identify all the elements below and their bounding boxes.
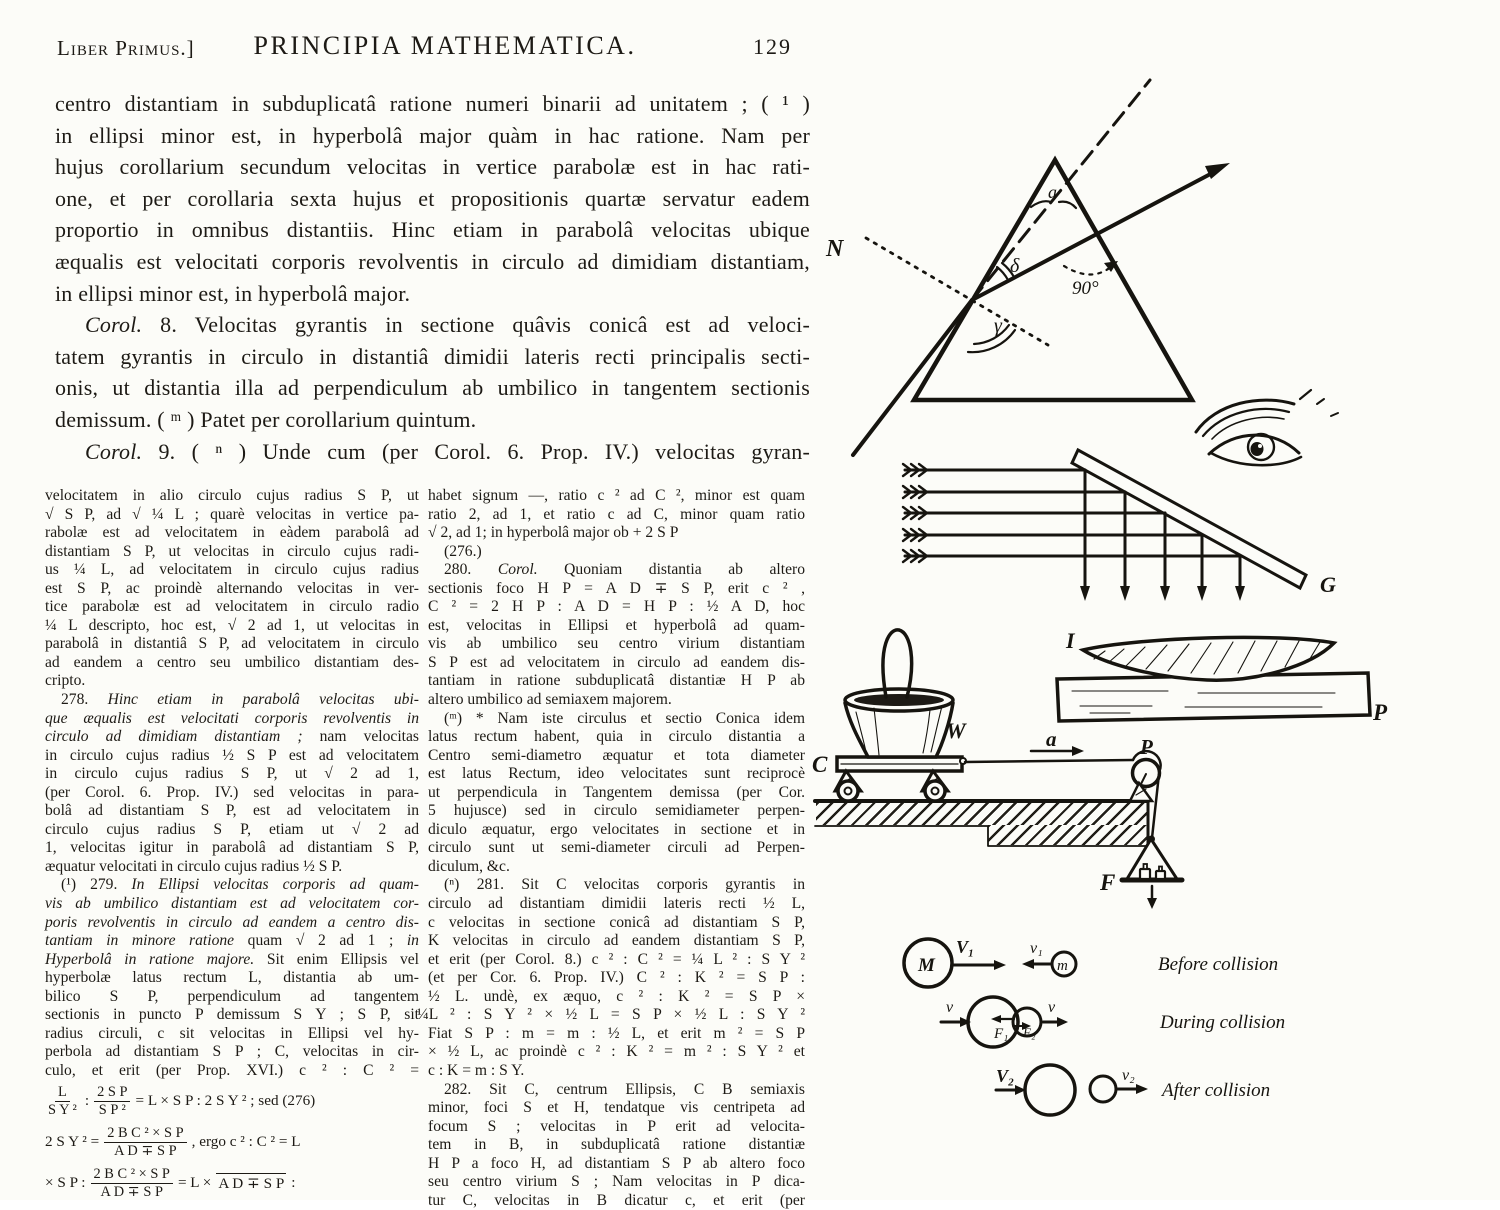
rope <box>965 760 1133 762</box>
footnote-line: us ¼ L, ad velocitatem in circulo cujus radius <box>45 561 419 579</box>
footnote-line: ut perpendicula in Tangentem demissa (per Cor. <box>428 783 805 801</box>
footnote-line: latus rectum habent, quia in circulo distantia a <box>428 728 805 746</box>
footnote-line: bilico S P, perpendiculum ad tangentem <box>45 987 419 1005</box>
right-arrowhead <box>1072 746 1084 756</box>
pupil-glint <box>1258 444 1262 448</box>
text-line: proportio in omnibus distantiis. Hinc etiam in parabolâ velocitas ubique <box>55 217 810 243</box>
force-label-F1: F₁ <box>994 1026 1009 1042</box>
slab-label-G: G <box>1320 572 1336 597</box>
text-line: Corol. 9. ( ⁿ ) Unde cum (per Corol. 6. Prop. IV.) velocitas gyran- <box>85 438 810 464</box>
plate-label-P: P <box>1373 700 1388 725</box>
footnote-line: perbola ad distantiam S P ; C, velocitas in cir- <box>45 1043 419 1061</box>
footnote-line: seu centro virium S ; Nam velocitas in P dica- <box>428 1173 805 1191</box>
big-ball-during <box>968 997 1018 1047</box>
footnote-line: (¹) 279. In Ellipsi velocitas corporis ad quam- <box>61 876 419 894</box>
formula-line-1: $\frac{L}{\text{S Y ²}}$ : $\frac{\text{2 S P}}{\text{S P ²}}$ = L × S P : 2 S Y ² ; sed (276) <box>45 1081 419 1122</box>
footnote-line: habet signum —, ratio c ² ad C ², minor est quam <box>428 487 805 504</box>
footnote-line: 278. Hinc etiam in parabolâ velocitas ubi- <box>61 691 419 709</box>
formula-line-2: 2 S Y ² = $\frac{\text{2 B C ² × S P}}{\text{A D ∓ S P}}$ , ergo c ² : C ² = L <box>45 1124 301 1159</box>
fraction: $\frac{\text{2 B C ² × S P}}{\text{A D ∓ S P}}$ <box>104 1125 186 1160</box>
eyelash-mark <box>1300 390 1311 399</box>
footnote-line: est, velocitas in Ellipsi et hyperbolâ ad quam- <box>428 616 805 634</box>
footnote-line: (ᵐ) * Nam iste circulus et sectio Conica idem <box>444 709 805 727</box>
ball-label-m: m <box>1057 958 1068 974</box>
force-label-F2: F₂ <box>1023 1025 1036 1040</box>
velocity-label-V1: V₁ <box>956 937 975 957</box>
page-number: 129 <box>753 34 792 59</box>
newton-rings-figure <box>1057 628 1388 725</box>
footnote-line: tice parabolæ est ad velocitatem in circulo radio <box>45 598 419 616</box>
footnote-line: radius circuli, c sit velocitas in Ellipsi vel hy- <box>45 1024 419 1042</box>
footnote-line: tem in B, in subduplicatâ ratione distantiæ <box>428 1136 805 1154</box>
footnote-line: tantiam in minore ratione quam √ 2 ad 1 ; in <box>45 932 419 950</box>
text-line: æqualis est velocitati corporis revolventis in circulo ad dimidiam distantiam, <box>55 248 810 274</box>
page-title: PRINCIPIA MATHEMATICA. <box>253 31 637 60</box>
caption-after: After collision <box>1162 1080 1271 1101</box>
small-weight <box>1156 871 1165 879</box>
reflection-figure <box>903 450 1336 601</box>
footnote-line: Centro semi-diametro æquatur et tota diameter <box>428 746 805 764</box>
eyelash-mark <box>1331 413 1338 416</box>
footnote-line: sectionis in puncto P demissum S Y ; S P, sit <box>45 1006 419 1024</box>
footnote-line: diculo æquatur, ergo velocitates in sectione et in <box>428 820 805 838</box>
right-arrowhead <box>1057 1017 1068 1027</box>
footnote-line: in circulo cujus radius ½ S P est ad velocitatem <box>45 746 419 764</box>
footnote-line: ad eandem a centro seu umbilico distantiam des- <box>45 653 419 671</box>
gamma-angle-arc <box>968 330 1015 352</box>
figures-panel <box>810 40 1500 1200</box>
fraction: $\frac{\text{2 S P}}{\text{S P ²}}$ <box>94 1084 130 1119</box>
hanger-label-F: F <box>1100 870 1116 895</box>
text-line: demissum. ( ᵐ ) Patet per corollarium quintum. <box>55 406 477 432</box>
footnote-line: sectionis foco H P = A D ∓ S P, erit c ² , <box>428 579 805 597</box>
text-line: in ellipsi minor est, in hyperbolâ major quàm in hac ratione. Nam per <box>55 122 810 148</box>
fraction: $\frac{\text{2 B C ² × S P}}{\text{A D ∓ S P}}$ <box>91 1166 173 1201</box>
footnote-line: et erit (per Corol. 8.) c ² : C ² = ¼ L ² : S Y ² <box>428 950 805 968</box>
prism-label-90: 90° <box>1072 278 1099 299</box>
small-ball-after <box>1090 1076 1116 1102</box>
down-arrowhead <box>1160 586 1170 601</box>
footnote-line: cripto. <box>45 672 86 690</box>
footnote-line: C ² = 2 H P : A D = H P : ½ A D, hoc <box>428 598 805 616</box>
footnote-line: tur C, velocitas in B dicatur c, et erit (per <box>428 1191 805 1209</box>
cart-pulley-figure <box>812 630 1182 909</box>
footnote-line: culo, et erit (per Prop. XVI.) c ² : C ² = <box>45 1061 419 1079</box>
footnote-line: (per Corol. 6. Prop. IV.) sed velocitas in para- <box>45 783 419 801</box>
footnote-line: focum S ; velocitas in P erit ad velocita- <box>428 1117 805 1135</box>
prism-label-apex: a <box>1048 182 1057 202</box>
text-line: hujus corollarium secundum velocitas in vertice parabolæ est in hac rati- <box>55 154 810 180</box>
prism-label-N: N <box>826 236 844 262</box>
down-arrowhead <box>1120 586 1130 601</box>
footnote-line: √ 2, ad 1; in hyperbolâ major ob + 2 S P <box>428 524 679 542</box>
footnote-line: × ½ L, ac proindè c ² : K ² = m ² : S Y ² et <box>428 1043 805 1061</box>
bucket-handle <box>883 630 912 697</box>
velocity-label-V2: V₂ <box>996 1066 1015 1086</box>
footnote-line: (ⁿ) 281. Sit C velocitas corporis gyrantis in <box>444 876 805 894</box>
down-arrowhead <box>1235 586 1245 601</box>
footnote-line: minor, foci S et H, tendatque vis centripeta ad <box>428 1099 805 1117</box>
footnote-line: ratio 2, ad 1, et ratio c ad C, minor quam ratio <box>428 505 805 523</box>
cart-wheel <box>838 781 858 801</box>
text-line: onis, ut distantia illa ad perpendiculum ab umbilico in tangentem sectionis <box>55 375 810 401</box>
lens-label-I: I <box>1066 628 1075 653</box>
footnote-line: S P est ad velocitatem in circulo ad eandem dis- <box>428 653 805 671</box>
footnote-line: Fiat S P : m = m : ½ L, et erit m ² = S P <box>428 1024 805 1042</box>
footnote-line: est latus Rectum, ideo velocitates sunt reciprocè <box>428 765 805 783</box>
footnote-line: ¼L ² : S Y ² × ½ L = S P × ½ L : S Y ² <box>417 1006 805 1024</box>
footnote-line: diculum, &c. <box>428 857 510 875</box>
main-text-block <box>55 88 810 467</box>
footnote-line: 5 hujusce) sed in circulo semidiameter perpen- <box>428 802 805 820</box>
text-line: in ellipsi minor est, in hyperbolâ major. <box>55 280 411 306</box>
velocity-label-in: v <box>946 999 954 1016</box>
collision-figure <box>904 937 1285 1115</box>
text-line: one, et per corollaria sexta hujus et propositionis quartæ servatur eadem <box>55 185 810 211</box>
footnote-line: hyperbolæ latus rectum L, distantia ab um- <box>45 969 419 987</box>
pupil <box>1251 442 1264 456</box>
footnote-column-right <box>417 487 805 1210</box>
velocity-label-v2: v₂ <box>1122 1067 1135 1084</box>
footnote-line: √ S P, ad √ ¼ L ; quarè velocitas in vertice pa- <box>45 505 419 523</box>
footnote-line: 280. Corol. Quoniam distantia ab altero <box>444 561 805 579</box>
footnote-line: circulo ad dimidiam distantiam ; nam velocitas <box>45 728 419 746</box>
glass-slab <box>1072 450 1306 588</box>
text-line: Corol. 8. Velocitas gyrantis in sectione quâvis conicâ est ad veloci- <box>85 312 810 338</box>
footnote-line: (et per Cor. 6. Prop. IV.) C ² : K ² = S P : <box>428 969 805 987</box>
footnote-line: (276.) <box>444 542 482 560</box>
footnote-column-left <box>45 487 419 1204</box>
down-arrowhead <box>1147 898 1157 909</box>
weight-knob <box>1159 867 1162 872</box>
caption-during: During collision <box>1160 1012 1286 1033</box>
velocity-label-out: v <box>1048 999 1056 1016</box>
incident-ray <box>853 300 972 455</box>
footnote-line: ¼ L descripto, hoc est, √ 2 ad 1, ut velocitas in <box>45 616 419 634</box>
running-title-left: Liber Primus.] <box>57 36 195 60</box>
right-arrowhead <box>1136 1084 1148 1094</box>
cart-wheel <box>925 781 945 801</box>
acceleration-label-a: a <box>1046 727 1057 751</box>
eyelash-mark <box>1317 399 1324 404</box>
footnote-line: circulo sunt ut semi-diameter circuli ad Perpen- <box>428 839 805 857</box>
footnote-line: tantiam in ratione subduplicatâ distantiæ H P ab <box>428 672 805 690</box>
formula-line-3: × S P : $\frac{\text{2 B C ² × S P}}{\text{A D ∓ S P}}$ = L × A D ∓ S P : <box>45 1165 296 1200</box>
left-arrowhead <box>991 1015 1001 1023</box>
weight-hanger <box>1127 839 1177 879</box>
footnote-line: æquatur velocitati in circulo cujus radius ½ S P. <box>45 857 343 875</box>
small-weight <box>1140 869 1150 879</box>
footnote-line: circulo cujus radius S P, etiam ut √ 2 ad <box>45 820 419 838</box>
bucket-rim-inner <box>854 694 944 706</box>
pulley-wheel <box>1133 760 1160 787</box>
bucket-label-W: W <box>946 718 966 743</box>
overlined-term: A D ∓ S P <box>218 1175 285 1192</box>
cart-label-C: C <box>812 752 828 777</box>
right-angle-dotted-arc <box>1064 266 1112 275</box>
footnote-line: in circulo cujus radius S P, ut √ 2 ad 1, <box>45 765 419 783</box>
footnote-line: distantiam S P, ut velocitas in circulo cujus radi- <box>45 542 419 560</box>
right-arrowhead <box>994 960 1006 970</box>
footnote-line: altero umbilico ad semiaxem majorem. <box>428 691 672 709</box>
table-underside <box>815 826 1148 846</box>
prism-label-gamma: γ <box>994 315 1002 337</box>
footnote-line: 1, velocitas igitur in parabolâ ad distantiam S P, <box>45 839 419 857</box>
footnote-line: c : K = m : S Y. <box>428 1061 525 1079</box>
text-line: tatem gyrantis in circulo in distantiâ dimidii lateris recti principalis secti- <box>55 343 810 369</box>
left-arrowhead <box>1022 959 1034 969</box>
down-arrowhead <box>1080 586 1090 601</box>
footnote-line: poris revolventis in circulo ad eandem a centro dis- <box>45 913 419 931</box>
footnote-line: bolâ ad distantiam S P, est ad velocitatem in <box>45 802 419 820</box>
deviation-angle-arc <box>997 267 1008 280</box>
footnote-line: est S P, ac proindè alternando velocitas in ver- <box>45 579 419 597</box>
apex-angle-arc <box>1059 202 1076 208</box>
prism-label-delta: δ <box>1010 255 1020 277</box>
footnote-line: rabolæ est ad velocitatem in eàdem parabolâ ad <box>45 524 419 542</box>
apex-angle-arc <box>1031 201 1051 207</box>
footnote-line: velocitatem in alio circulo cujus radius S P, ut <box>45 487 419 504</box>
footnote-line: que æqualis est velocitati corporis revolventis in <box>45 709 419 727</box>
footnote-line: parabolâ in distantiâ S P, ad velocitatem in circulo <box>45 635 419 653</box>
fraction: $\frac{L}{\text{S Y ²}}$ <box>48 1083 77 1118</box>
footnote-line: c velocitas in sectione conicâ ad distantiam S P, <box>428 913 805 931</box>
prism-figure <box>825 80 1230 455</box>
footnote-line: vis ab umbilico distantiam est ad velocitatem cor- <box>45 895 419 913</box>
footnote-line: circulo ad distantiam dimidii lateris recti ½ L, <box>428 895 805 913</box>
footnote-line: Hyperbolâ in ratione majore. Sit enim Ellipsis vel <box>45 950 420 968</box>
footnote-line: K velocitas in circulo ad eandem distantiam S P, <box>428 932 805 950</box>
velocity-label-v1: v₁ <box>1030 940 1043 957</box>
footnote-line: ½ L. undè, ex æquo, c ² : K ² = S P × <box>428 987 805 1005</box>
footnote-line: vis ab umbilico seu centro virium distantiam <box>428 635 805 653</box>
pulley-label-P: P <box>1140 735 1153 759</box>
ball-label-M: M <box>918 955 935 976</box>
caption-before: Before collision <box>1158 954 1279 975</box>
down-arrowhead <box>1197 586 1207 601</box>
footnote-left-lines <box>45 487 419 1081</box>
text-line: centro distantiam in subduplicatâ ratione numeri binarii ad unitatem ; ( ¹ ) <box>55 91 810 116</box>
weight-knob <box>1144 864 1148 869</box>
big-ball-after <box>1025 1065 1075 1115</box>
footnote-line: 282. Sit C, centrum Ellipsis, C B semiaxis <box>444 1080 805 1098</box>
footnote-line: H P a foco H, ad distantiam S P ab altero foco <box>428 1154 805 1172</box>
eye-figure <box>1196 390 1338 465</box>
